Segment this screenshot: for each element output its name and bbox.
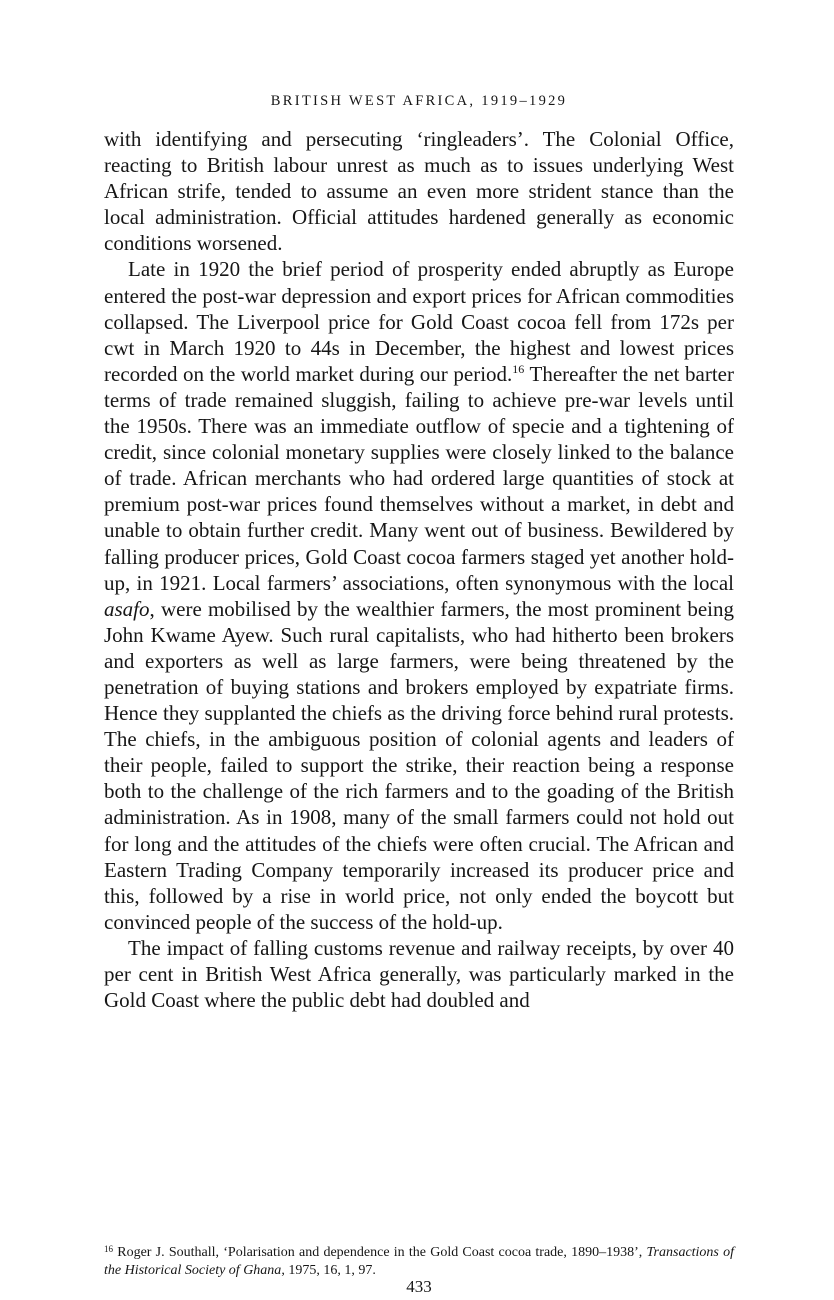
paragraph-2-text-cont: Thereafter the net barter terms of trade remained sluggish, failing to achieve pre-war levels until the 1950s. There was an immediate outflow of specie and a tightening of credit, since colonial monetary supplies were closely linked to the balance of trade. African merchants who had ordered large quantities of stock at premium post-war prices found themselves without a market, in debt and unable to obtain further credit. Many went out of business. Bewildered by falling producer prices, Gold Coast cocoa farmers staged yet another hold-up, in 1921. Local farmers’ associations, often synonymous with the local	[104, 361, 734, 595]
footnote-citation: , 1975, 16, 1, 97.	[281, 1263, 376, 1278]
paragraph-3: The impact of falling customs revenue and railway receipts, by over 40 per cent in British West Africa generally, was particularly marked in the Gold Coast where the public debt had doubled and	[104, 935, 734, 1013]
body-text	[104, 126, 734, 1013]
footnote-text: Roger J. Southall, ‘Polarisation and dependence in the Gold Coast cocoa trade, 1890–1938’,	[113, 1245, 647, 1260]
running-head: BRITISH WEST AFRICA, 1919–1929	[270, 93, 568, 109]
paragraph-2	[104, 256, 734, 934]
footnote-number: 16	[104, 1244, 113, 1254]
paragraph-2-text-end: , were mobilised by the wealthier farmers, the most prominent being John Kwame Ayew. Such rural capitalists, who had hitherto been brokers and exporters as well as large farmers, were being threatened by the penetration of buying stations and brokers employed by expatriate firms. Hence they supplanted the chiefs as the driving force behind rural protests. The chiefs, in the ambiguous position of colonial agents and leaders of their people, failed to support the strike, their reaction being a response both to the challenge of the rich farmers and to the goading of the British administration. As in 1908, many of the small farmers could not hold out for long and the attitudes of the chiefs were often crucial. The African and Eastern Trading Company temporarily increased its producer price and this, followed by a rise in world price, not only ended the boycott but convinced people of the success of the hold-up.	[104, 596, 734, 934]
paragraph-1: with identifying and persecuting ‘ringleaders’. The Colonial Office, reacting to British labour unrest as much as to issues underlying West African strife, tended to assume an even more strident stance than the local administration. Official attitudes hardened generally as economic conditions worsened.	[104, 127, 734, 256]
footnote-ref-16[interactable]: 16	[512, 361, 525, 376]
page-number: 433	[406, 1277, 432, 1296]
paragraph-2-text: Late in 1920 the brief period of prosperity ended abruptly as Europe entered the post-war depression and export prices for African commodities collapsed. The Liverpool price for Gold Coast cocoa fell from 172s per cwt in March 1920 to 44s in December, the highest and lowest prices recorded on the world market during our period.	[104, 257, 734, 386]
footnote-journal-title: Transactions of the Historical Society of Ghana	[104, 1245, 735, 1278]
footnote-16	[104, 1244, 734, 1280]
italic-term-asafo: asafo	[104, 596, 150, 621]
